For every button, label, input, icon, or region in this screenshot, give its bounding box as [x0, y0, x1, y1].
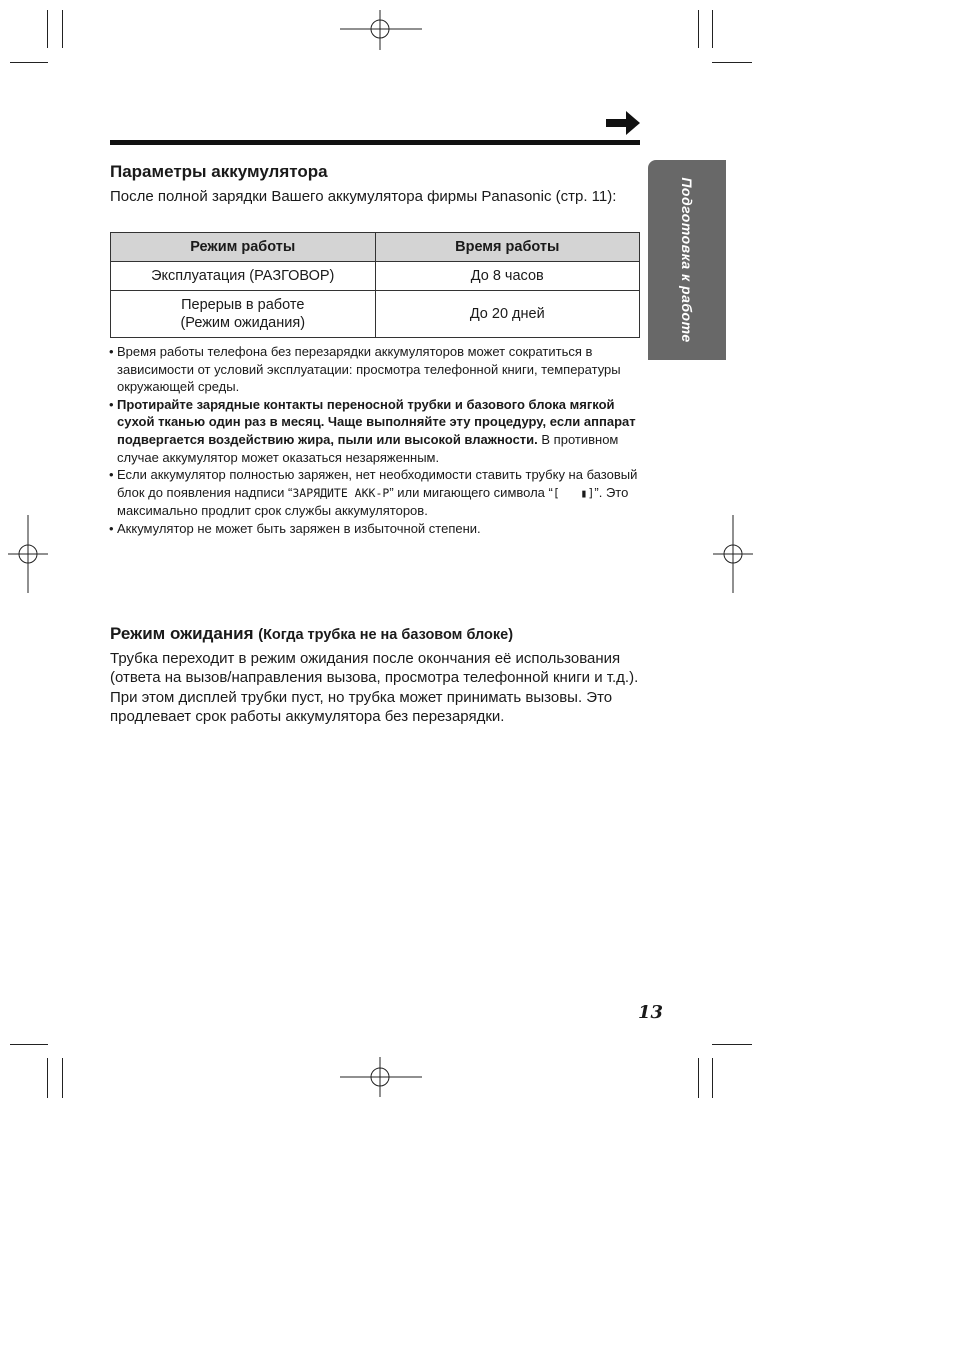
note-text: Если аккумулятор полностью заряжен, нет необходимости ставить трубку на базовый блок до появления надписи “: [117, 467, 638, 500]
page-number: 13: [638, 1002, 664, 1023]
chapter-side-tab-label: Подготовка к работе: [679, 177, 695, 343]
note-text: ” или мигающего символа “: [389, 484, 553, 500]
registration-target-icon: [8, 515, 48, 593]
standby-heading-sub: (Когда трубка не на базовом блоке): [258, 627, 514, 643]
note-bold-text: Протирайте зарядные контакты переносной трубки и базового блока мягкой сухой тканью один раз в месяц. Чаще выполняйте эту процедуру, если аппарат подвергается воздействию жира, пыли или высокой влажности.: [117, 396, 636, 447]
table-header-mode: Режим работы: [111, 233, 376, 262]
note-text: Аккумулятор не может быть заряжен в избыточной степени.: [117, 520, 481, 536]
note-text: Время работы телефона без перезарядки аккумуляторов может сократиться в зависимости от условий эксплуатации: просмотра телефонной книги, температуры окружающей среды.: [117, 344, 621, 395]
table-row: [111, 291, 640, 338]
table-row: [111, 262, 640, 291]
registration-target-icon: [713, 515, 753, 593]
table-cell-mode-line2: (Режим ожидания): [180, 315, 306, 331]
table-header-row: [111, 233, 640, 262]
registration-target-icon: [340, 1057, 422, 1097]
table-cell-time: До 20 дней: [375, 291, 640, 338]
standby-body: Трубка переходит в режим ожидания после окончания её использования (ответа на вызов/направления вызова, просмотра телефонной книги и т.д.). При этом дисплей трубки пуст, но трубка может принимать вызовы. Это продлевает срок работы аккумулятора без перезарядки.: [110, 650, 639, 725]
registration-target-icon: [340, 10, 422, 50]
display-message: ЗАРЯДИТЕ АКК-Р: [292, 485, 390, 500]
table-cell-mode: [111, 291, 376, 338]
list-item: [110, 466, 644, 520]
list-item: [110, 396, 644, 466]
battery-intro: После полной зарядки Вашего аккумулятора фирмы Panasonic (стр. 11):: [110, 188, 617, 205]
table-header-time: Время работы: [375, 233, 640, 262]
battery-symbol-icon: [ ▮]: [552, 485, 595, 500]
note-text: В противном случае аккумулятор может оказаться незаряженным.: [117, 431, 619, 465]
list-item: [110, 343, 644, 396]
standby-heading: [110, 624, 513, 644]
list-item: [110, 520, 644, 538]
chapter-side-tab: [648, 160, 726, 360]
arrow-right-icon: [606, 111, 640, 135]
battery-notes: [110, 343, 644, 538]
standby-heading-title: Режим ожидания: [110, 624, 254, 643]
battery-heading: Параметры аккумулятора: [110, 162, 328, 181]
battery-table: [110, 232, 640, 338]
table-cell-time: До 8 часов: [375, 262, 640, 291]
table-cell-mode: Эксплуатация (РАЗГОВОР): [111, 262, 376, 291]
header-rule: [110, 140, 640, 145]
table-cell-mode-line1: Перерыв в работе: [181, 297, 305, 313]
note-text: ”. Это максимально продлит срок службы аккумуляторов.: [117, 484, 629, 519]
